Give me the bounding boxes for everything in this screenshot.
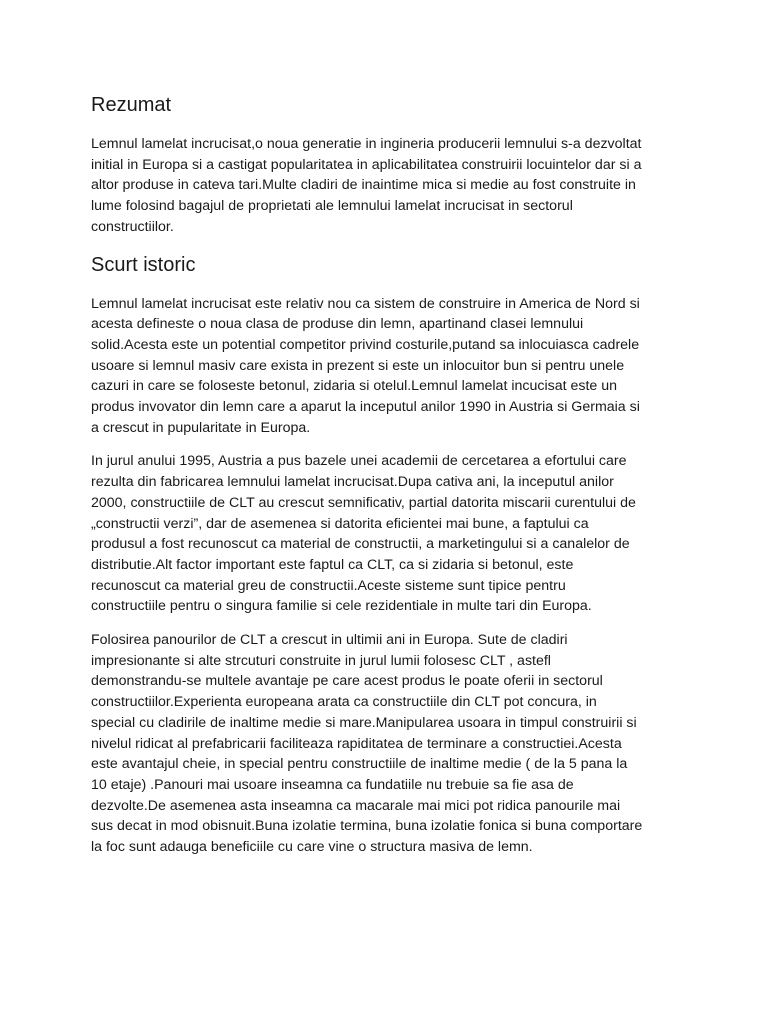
paragraph-istoric-2 bbox=[91, 451, 691, 617]
text-line: produsul a fost recunoscut ca material de constructii, a marketingului si a canalelor de bbox=[91, 536, 630, 553]
text-line: special cu cladirile de inaltime medie si mare.Manipularea usoara in timpul construirii si bbox=[91, 714, 637, 731]
section-title-rezumat: Rezumat bbox=[91, 94, 172, 116]
text-line: 10 etaje) .Panouri mai usoare inseamna ca fundatiile nu trebuie sa fie asa de bbox=[91, 776, 574, 793]
text-line: Lemnul lamelat incrucisat,o noua generatie in ingineria producerii lemnului s-a dezvoltat bbox=[91, 136, 642, 152]
text-line: este avantajul cheie, in special pentru constructiile de inaltime medie ( de la 5 pana la bbox=[91, 756, 628, 773]
text-line: usoare si lemnul masiv care exista in prezent si este un inlocuitor bun si pentru unele bbox=[91, 357, 625, 374]
text-line: produs invovator din lemn care a aparut la inceputul anilor 1990 in Austria si Germaia si bbox=[91, 399, 640, 416]
text-line: demonstrandu-se multele avantaje pe care acest produs le poate oferii in sectorul bbox=[91, 673, 603, 690]
section-title-scurt-istoric: Scurt istoric bbox=[91, 253, 196, 276]
text-line: impresionante si alte strcuturi construite in jurul lumii folosesc CLT , astefl bbox=[91, 652, 551, 669]
text-line: recunoscut ca material greu de constructii.Aceste sisteme sunt tipice pentru bbox=[91, 577, 566, 594]
text-line: constructiilor.Experienta europeana arata ca constructiile din CLT pot concura, in bbox=[91, 694, 597, 711]
text-line: lume folosind bagajul de proprietati ale lemnului lamelat incrucisat in sectorul bbox=[91, 198, 573, 215]
paragraph-istoric-3 bbox=[91, 630, 691, 858]
text-line: solid.Acesta este un potential competitor privind costurile,putand sa inlocuiasca cadrele bbox=[91, 336, 640, 353]
text-line: distributie.Alt factor important este faptul ca CLT, ca si zidaria si betonul, este bbox=[91, 556, 574, 573]
text-line: sus decat in mod obisnuit.Buna izolatie termina, buna izolatie fonica si buna comportare bbox=[91, 818, 643, 835]
text-line-quoted: „constructii verzi”, dar de asemenea si datorita eficientei mai bune, a faptului ca bbox=[91, 515, 589, 532]
document-page bbox=[91, 92, 691, 871]
text-line: 2000, constructiile de CLT au crescut semnificativ, partial datorita miscarii curentului de bbox=[91, 494, 636, 511]
text-line: acesta defineste o noua clasa de produse din lemn, apartinand clasei lemnului bbox=[91, 316, 584, 333]
text-line: In jurul anului 1995, Austria a pus bazele unei academii de cercetarea a efortului care bbox=[91, 453, 627, 470]
text-line: la foc sunt adauga beneficiile cu care vine o structura masiva de lemn. bbox=[91, 839, 533, 856]
text-line: cazuri in care se foloseste betonul, zidaria si otelul.Lemnul lamelat incucisat este un bbox=[91, 378, 618, 395]
text-line: Lemnul lamelat incrucisat este relativ nou ca sistem de construire in America de Nord si bbox=[91, 295, 640, 312]
paragraph-rezumat bbox=[91, 134, 691, 238]
text-line: altor produse in cateva tari.Multe cladiri de inaintime mica si medie au fost construite in bbox=[91, 177, 636, 194]
text-line: constructiilor. bbox=[91, 218, 174, 235]
text-line: rezulta din fabricarea lemnului lamelat incrucisat.Dupa cativa ani, la inceputul anilor bbox=[91, 474, 614, 491]
text-line: nivelul ridicat al prefabricarii faciliteaza rapiditatea de terminare a constructiei.Acesta bbox=[91, 735, 622, 752]
text-line: constructiile pentru o singura familie si cele rezidentiale in multe tari din Europa. bbox=[91, 598, 592, 615]
paragraph-istoric-1 bbox=[91, 294, 691, 439]
text-line: dezvolte.De asemenea asta inseamna ca macarale mai mici pot ridica panourile mai bbox=[91, 797, 621, 814]
text-line: Folosirea panourilor de CLT a crescut in ultimii ani in Europa. Sute de cladiri bbox=[91, 632, 568, 649]
text-line: initial in Europa si a castigat popularitatea in aplicabilitatea construirii locuintelor dar si a bbox=[91, 156, 642, 173]
text-line: a crescut in pupularitate in Europa. bbox=[91, 419, 311, 436]
